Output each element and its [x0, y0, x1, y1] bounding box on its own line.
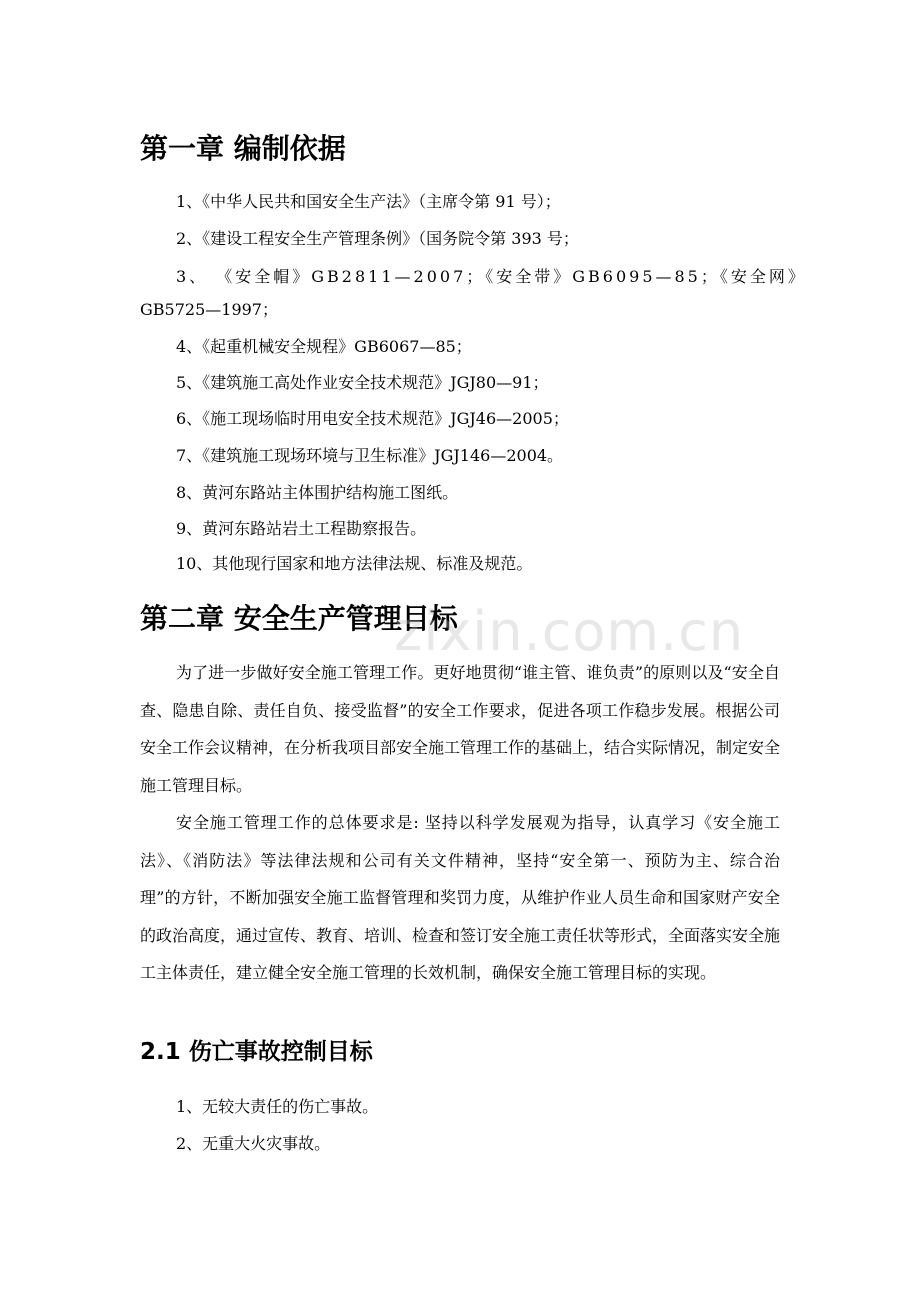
- basis-item-1: 1、《中华人民共和国安全生产法》（主席令第 91 号）；: [176, 192, 561, 211]
- basis-item-4: 4、《起重机械安全规程》GB6067—85；: [176, 337, 472, 356]
- chapter-2-paragraph-2: 安全施工管理工作的总体要求是: 坚持以科学发展观为指导，认真学习《安全施工法》、《消防法》等法律法规和公司有关文件精神，坚持“安全第一、预防为主、综合治理”的方针，不断加强安全施工监督管理和奖罚力度，从维护作业人员生命和国家财产安全的政治高度，通过宣传、教育、培训、检查和签订安全施工责任状等形式，全面落实安全施工主体责任，建立健全安全施工管理的长效机制，确保安全施工管理目标的实现。: [140, 813, 781, 982]
- basis-item-2: 2、《建设工程安全生产管理条例》（国务院令第 393 号；: [176, 229, 579, 248]
- basis-item-3-continued: GB5725—1997；: [140, 300, 278, 319]
- chapter-1-title: 第一章 编制依据: [140, 132, 346, 165]
- chapter-2-paragraph-1: 为了进一步做好安全施工管理工作。更好地贯彻“谁主管、谁负责”的原则以及“安全自查、隐患自除、责任自负、接受监督”的安全工作要求，促进各项工作稳步发展。根据公司安全工作会议精神，在分析我项目部安全施工管理工作的基础上，结合实际情况，制定安全施工管理目标。: [140, 663, 781, 795]
- watermark: zixin.com.cn: [394, 600, 745, 663]
- chapter-2-title: 第二章 安全生产管理目标: [140, 602, 458, 635]
- basis-item-8: 8、黄河东路站主体围护结构施工图纸。: [176, 483, 459, 502]
- basis-item-10: 10、其他现行国家和地方法律法规、标准及规范。: [176, 554, 533, 573]
- basis-item-3: 3、 《安全帽》GB2811—2007；《安全带》GB6095—85；《安全网》: [176, 267, 807, 286]
- basis-item-7: 7、《建筑施工现场环境与卫生标准》JGJ146—2004。: [176, 446, 564, 465]
- section-2-1-title: 2.1 伤亡事故控制目标: [140, 1039, 373, 1065]
- basis-item-9: 9、黄河东路站岩土工程勘察报告。: [176, 519, 427, 538]
- casualty-target-1: 1、无较大责任的伤亡事故。: [176, 1097, 379, 1116]
- casualty-target-2: 2、无重大火灾事故。: [176, 1134, 331, 1153]
- basis-item-6: 6、《施工现场临时用电安全技术规范》JGJ46—2005；: [176, 409, 569, 428]
- basis-item-5: 5、《建筑施工高处作业安全技术规范》JGJ80—91；: [176, 373, 549, 392]
